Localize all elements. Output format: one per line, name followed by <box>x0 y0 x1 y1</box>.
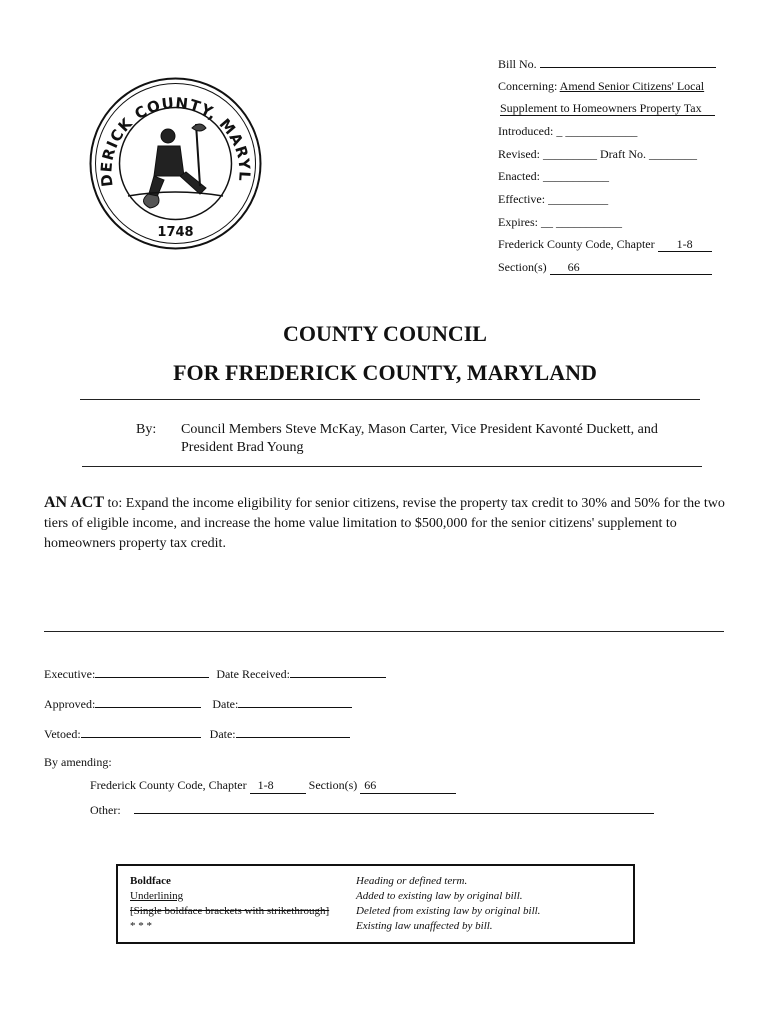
seal-text: DERICK COUNTY, MARYL <box>97 93 254 188</box>
legend-term-underlining: Underlining <box>130 890 184 902</box>
sections-value: 66 <box>550 260 712 275</box>
seal-year: 1748 <box>157 225 194 240</box>
by-divider <box>82 466 702 467</box>
date-received-field[interactable] <box>290 666 386 678</box>
revised-label: Revised: _________ <box>498 147 597 161</box>
county-seal <box>88 76 263 251</box>
legend-desc-asterisks: Existing law unaffected by bill. <box>356 920 493 932</box>
other-field[interactable] <box>134 801 654 814</box>
effective-label: Effective: __________ <box>498 192 609 206</box>
bill-no-label: Bill No. <box>498 57 537 71</box>
draft-label: Draft No. ________ <box>600 147 697 161</box>
legend-desc-strikethrough: Deleted from existing law by original bill. <box>356 905 541 917</box>
by-amending-label: By amending: <box>44 755 112 769</box>
date-received-label: Date Received: <box>216 667 290 681</box>
code-chapter-label: Frederick County Code, Chapter <box>498 237 655 251</box>
other-label: Other: <box>90 803 121 817</box>
concerning-line2: Supplement to Homeowners Property Tax <box>500 101 715 116</box>
approved-field[interactable] <box>95 696 201 708</box>
council-subtitle: FOR FREDERICK COUNTY, MARYLAND <box>173 360 597 385</box>
bill-no-row <box>498 56 716 71</box>
legend-term-asterisks: * * * <box>130 920 152 932</box>
bill-no-field[interactable] <box>540 56 716 68</box>
approved-date-field[interactable] <box>238 696 352 708</box>
concerning-row <box>498 79 704 93</box>
executive-field[interactable] <box>95 666 209 678</box>
code-chapter-row <box>498 237 712 252</box>
title-divider <box>80 399 700 400</box>
sponsors-line2: President Brad Young <box>181 440 304 455</box>
legend-desc-underlining: Added to existing law by original bill. <box>356 890 523 902</box>
sponsors <box>181 421 721 457</box>
vetoed-row <box>44 726 350 742</box>
sections-row <box>498 260 712 275</box>
expires-label: Expires: __ ___________ <box>498 215 622 229</box>
introduced-label: Introduced: _ ____________ <box>498 124 638 138</box>
act-paragraph <box>44 493 734 554</box>
act-text: to: Expand the income eligibility for senior citizens, revise the property tax credit to 30% and 50% for the two tiers of eligible income, and increase the home value limitation to $500,000 for the senior citizens' supplement to homeowners property tax credit. <box>44 496 725 551</box>
vetoed-label: Vetoed: <box>44 727 81 741</box>
act-lead: AN ACT <box>44 494 105 511</box>
concerning-line1: Amend Senior Citizens' Local <box>559 79 705 93</box>
executive-label: Executive: <box>44 667 96 681</box>
approved-date-label: Date: <box>212 697 239 711</box>
legend-desc-boldface: Heading or defined term. <box>356 875 468 887</box>
vetoed-date-label: Date: <box>209 727 236 741</box>
act-divider <box>44 631 724 632</box>
concerning-label: Concerning: <box>498 79 558 93</box>
code-chapter-value: 1-8 <box>658 237 712 252</box>
amending-sections-value: 66 <box>360 778 456 794</box>
sections-label: Section(s) <box>498 260 547 274</box>
legend-term-strikethrough: [Single boldface brackets with strikethrough] <box>130 905 330 917</box>
vetoed-date-field[interactable] <box>236 726 350 738</box>
by-label: By: <box>136 422 157 437</box>
other-row <box>90 801 654 818</box>
amending-code-label: Frederick County Code, Chapter <box>90 778 247 792</box>
amending-code-row <box>90 778 456 794</box>
enacted-label: Enacted: ___________ <box>498 169 609 183</box>
council-title: COUNTY COUNCIL <box>283 321 487 346</box>
amending-sections-label: Section(s) <box>308 778 358 792</box>
approved-label: Approved: <box>44 697 96 711</box>
legend-term-boldface: Boldface <box>130 875 171 887</box>
revised-row <box>498 147 697 161</box>
amending-code-value: 1-8 <box>250 778 306 794</box>
approved-row <box>44 696 352 712</box>
vetoed-field[interactable] <box>81 726 201 738</box>
executive-row <box>44 666 386 682</box>
sponsors-line1: Council Members Steve McKay, Mason Carter, Vice President Kavonté Duckett, and <box>181 422 658 437</box>
legend-box <box>116 864 635 944</box>
